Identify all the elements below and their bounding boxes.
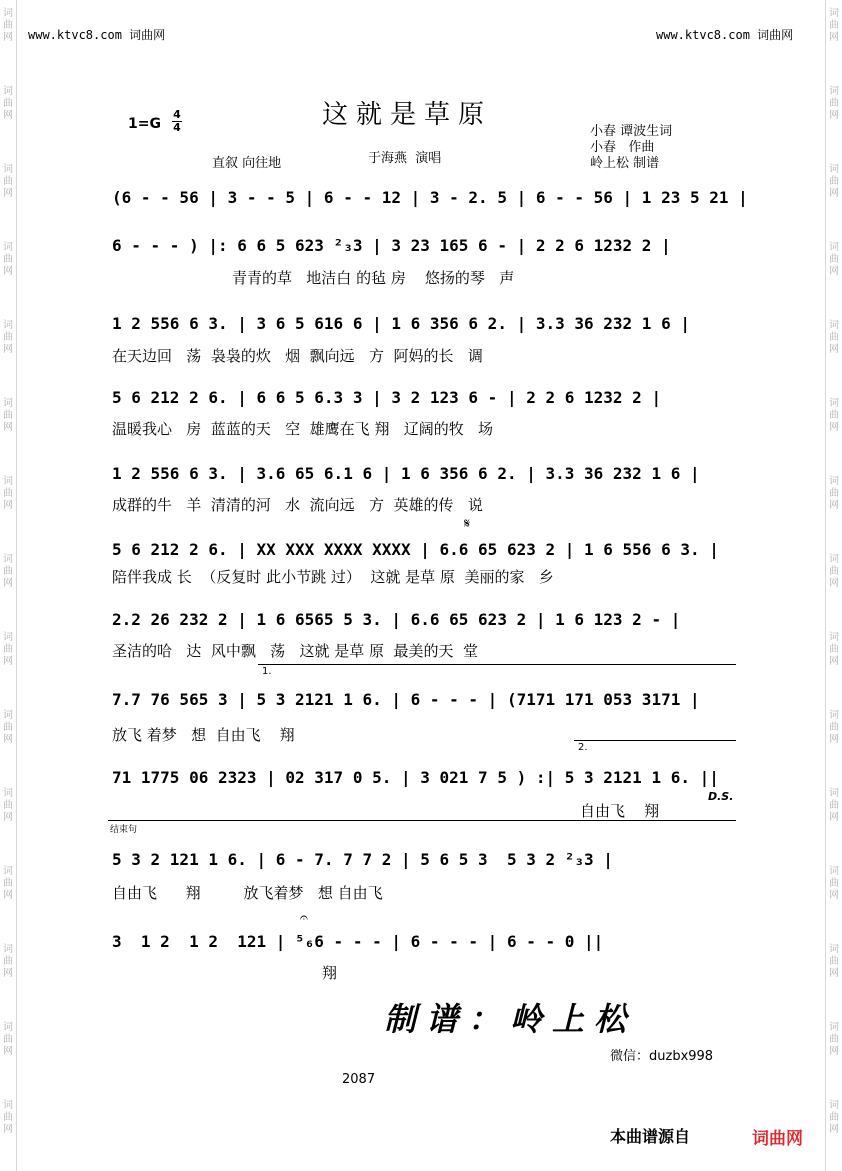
volta-1-bracket [258, 664, 736, 665]
dal-segno-mark: D.S. [708, 790, 734, 803]
tempo-marking: 直叙 向往地 [212, 156, 282, 171]
side-watermark-text: 词曲网 [829, 554, 839, 589]
score-line-6-lyrics: 陪伴我成 长 （反复时 此小节跳 过） 这就 是草 原 美丽的家 乡 [112, 568, 554, 586]
page-code: 2087 [342, 1072, 376, 1087]
score-line-4-notes: 5 6 212 2 6. | 6 6 5 6.3 3 | 3 2 123 6 - | 2 2 6 1232 2 | [112, 388, 662, 407]
score-line-10-lyrics: 自由飞 翔 放飞着梦 想 自由飞 [112, 884, 383, 902]
time-signature [172, 109, 182, 134]
ending-bracket [108, 820, 736, 821]
fermata-icon: 𝄐 [300, 910, 308, 926]
side-watermark-text: 词曲网 [829, 866, 839, 901]
key-signature: 1=G [128, 116, 161, 132]
score-line-3-notes: 1 2 556 6 3. | 3 6 5 616 6 | 1 6 356 6 2. | 3.3 36 232 1 6 | [112, 314, 690, 333]
side-watermark-text: 词曲网 [3, 944, 13, 979]
side-watermark-text: 词曲网 [829, 86, 839, 121]
side-watermark-text: 词曲网 [3, 164, 13, 199]
side-watermark-text: 词曲网 [829, 632, 839, 667]
right-watermark-strip [825, 0, 842, 1171]
side-watermark-text: 词曲网 [3, 788, 13, 823]
song-title: 这就是草原 [322, 100, 493, 130]
arranger-signature: 制谱：岭上松 [384, 1000, 637, 1038]
volta-2-label: 2. [578, 742, 588, 753]
score-line-1-notes: (6 - - 56 | 3 - - 5 | 6 - - 12 | 3 - 2. 5 | 6 - - 56 | 1 23 5 21 | [112, 188, 748, 207]
credit-composer: 小春 作曲 [590, 140, 655, 155]
side-watermark-text: 词曲网 [829, 242, 839, 277]
score-line-2-lyrics: 青青的草 地洁白 的毡 房 悠扬的琴 声 [232, 269, 515, 287]
score-line-2-notes: 6 - - - ) |: 6 6 5 623 ²₃3 | 3 23 165 6 - | 2 2 6 1232 2 | [112, 236, 671, 255]
score-line-8-lyrics: 放飞 着梦 想 自由飞 翔 [112, 726, 295, 744]
side-watermark-text: 词曲网 [3, 242, 13, 277]
volta-1-label: 1. [262, 666, 272, 677]
side-watermark-text: 词曲网 [829, 1022, 839, 1057]
score-line-8-notes: 7.7 76 565 3 | 5 3 2121 1 6. | 6 - - - | (7171 171 053 3171 | [112, 690, 700, 709]
score-line-7-notes: 2.2 26 232 2 | 1 6 6565 5 3. | 6.6 65 623 2 | 1 6 123 2 - | [112, 610, 681, 629]
time-signature-top: 4 [173, 108, 181, 121]
side-watermark-text: 词曲网 [3, 320, 13, 355]
side-watermark-text: 词曲网 [3, 866, 13, 901]
side-watermark-text: 词曲网 [3, 1022, 13, 1057]
side-watermark-text: 词曲网 [3, 710, 13, 745]
score-line-5-lyrics: 成群的牛 羊 清清的河 水 流向远 方 英雄的传 说 [112, 496, 483, 514]
side-watermark-text: 词曲网 [829, 1100, 839, 1135]
side-watermark-text: 词曲网 [3, 632, 13, 667]
time-signature-bottom: 4 [173, 121, 181, 134]
side-watermark-text: 词曲网 [829, 476, 839, 511]
wechat-contact: 微信：duzbx998 [610, 1049, 714, 1064]
score-line-10-notes: 5 3 2 121 1 6. | 6 - 7. 7 7 2 | 5 6 5 3 5 3 2 ²₃3 | [112, 850, 613, 869]
side-watermark-text: 词曲网 [3, 398, 13, 433]
side-watermark-text: 词曲网 [829, 320, 839, 355]
segno-icon: 𝄋 [464, 516, 471, 532]
singer-credit: 于海燕 演唱 [368, 151, 442, 166]
watermark-url-left: www.ktvc8.com 词曲网 [28, 28, 166, 42]
site-logo[interactable]: 词曲网 [752, 1129, 803, 1149]
side-watermark-text: 词曲网 [3, 1100, 13, 1135]
volta-2-bracket [574, 740, 736, 741]
side-watermark-text: 词曲网 [3, 8, 13, 43]
score-line-11-notes: 3 1 2 1 2 121 | ⁵₆6 - - - | 6 - - - | 6 - - 0 || [112, 932, 604, 951]
side-watermark-text: 词曲网 [829, 788, 839, 823]
score-line-11-lyrics: 翔 [322, 964, 338, 982]
credit-arranger: 岭上松 制谱 [590, 156, 660, 171]
score-line-5-notes: 1 2 556 6 3. | 3.6 65 6.1 6 | 1 6 356 6 2. | 3.3 36 232 1 6 | [112, 464, 700, 483]
side-watermark-text: 词曲网 [829, 710, 839, 745]
side-watermark-text: 词曲网 [3, 476, 13, 511]
score-line-4-lyrics: 温暖我心 房 蓝蓝的天 空 雄鹰在飞 翔 辽阔的牧 场 [112, 420, 494, 438]
side-watermark-text: 词曲网 [829, 164, 839, 199]
source-label: 本曲谱源自 [610, 1127, 691, 1146]
credit-lyricist: 小春 谭波生词 [590, 124, 673, 139]
side-watermark-text: 词曲网 [829, 8, 839, 43]
side-watermark-text: 词曲网 [3, 554, 13, 589]
left-watermark-strip [0, 0, 17, 1171]
score-line-9-notes: 71 1775 06 2323 | 02 317 0 5. | 3 021 7 5 ) :| 5 3 2121 1 6. || [112, 768, 719, 787]
watermark-url-right: www.ktvc8.com 词曲网 [656, 28, 794, 42]
score-line-7-lyrics: 圣洁的哈 达 风中飘 荡 这就 是草 原 最美的天 堂 [112, 642, 479, 660]
side-watermark-text: 词曲网 [829, 944, 839, 979]
score-line-9-lyrics: 自由飞 翔 [580, 802, 660, 820]
side-watermark-text: 词曲网 [3, 86, 13, 121]
score-line-3-lyrics: 在天边回 荡 袅袅的炊 烟 飘向远 方 阿妈的长 调 [112, 347, 483, 365]
score-line-6-notes: 5 6 212 2 6. | XX XXX XXXX XXXX | 6.6 65 623 2 | 1 6 556 6 3. | [112, 540, 719, 559]
ending-label: 结束句 [110, 825, 138, 835]
side-watermark-text: 词曲网 [829, 398, 839, 433]
